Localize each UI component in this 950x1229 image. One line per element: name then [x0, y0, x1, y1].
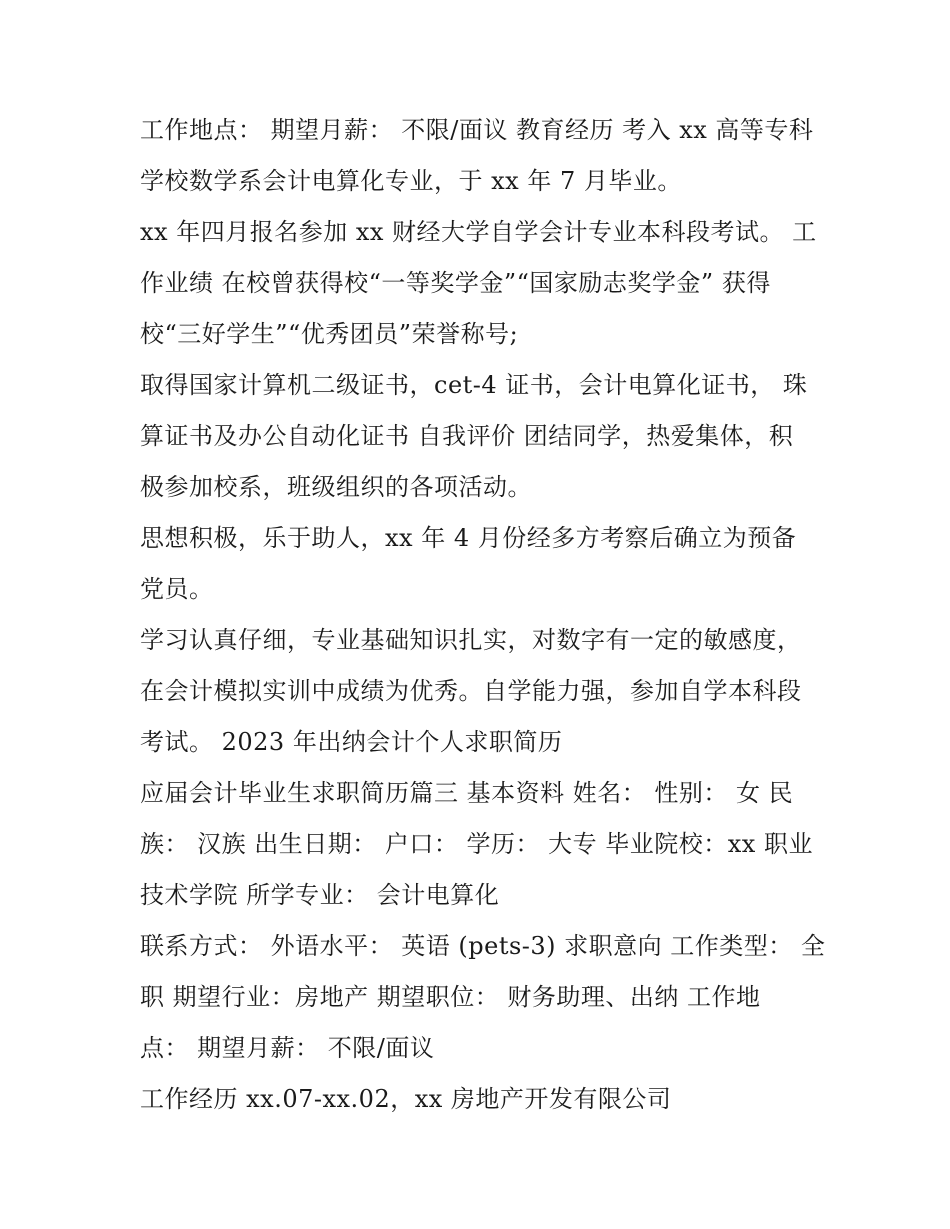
text-line: 联系方式： 外语水平： 英语 (pets-3) 求职意向 工作类型： 全 — [140, 932, 826, 960]
text-line: 学习认真仔细，专业基础知识扎实，对数字有一定的敏感度， — [140, 626, 802, 654]
text-line: 算证书及办公自动化证书 自我评价 团结同学，热爱集体，积 — [140, 422, 794, 450]
text-line: 作业绩 在校曾获得校“一等奖学金”“国家励志奖学金” 获得 — [140, 269, 771, 297]
text-line: 点： 期望月薪： 不限/面议 — [140, 1034, 435, 1062]
text-line: 工作经历 xx.07-xx.02，xx 房地产开发有限公司 — [140, 1085, 672, 1113]
text-line: 思想积极，乐于助人，xx 年 4 月份经多方考察后确立为预备 — [140, 524, 797, 552]
document-body — [140, 105, 826, 1125]
text-line: 党员。 — [140, 575, 214, 603]
text-line: xx 年四月报名参加 xx 财经大学自学会计专业本科段考试。 工 — [140, 218, 817, 246]
text-line: 应届会计毕业生求职简历篇三 基本资料 姓名： 性别： 女 民 — [140, 779, 794, 807]
text-line: 学校数学系会计电算化专业，于 xx 年 7 月毕业。 — [140, 167, 682, 195]
text-line: 族： 汉族 出生日期： 户口： 学历： 大专 毕业院校：xx 职业 — [140, 830, 813, 858]
text-line: 技术学院 所学专业： 会计电算化 — [140, 881, 500, 909]
text-line: 校“三好学生”“优秀团员”荣誉称号; — [140, 320, 519, 348]
text-line: 取得国家计算机二级证书，cet-4 证书，会计电算化证书， 珠 — [140, 371, 808, 399]
text-line: 极参加校系，班级组织的各项活动。 — [140, 473, 532, 501]
text-line: 工作地点： 期望月薪： 不限/面议 教育经历 考入 xx 高等专科 — [140, 116, 814, 144]
text-line: 考试。 2023 年出纳会计个人求职简历 — [140, 728, 563, 756]
text-line: 在会计模拟实训中成绩为优秀。自学能力强，参加自学本科段 — [140, 677, 802, 705]
text-line: 职 期望行业：房地产 期望职位： 财务助理、出纳 工作地 — [140, 983, 761, 1011]
